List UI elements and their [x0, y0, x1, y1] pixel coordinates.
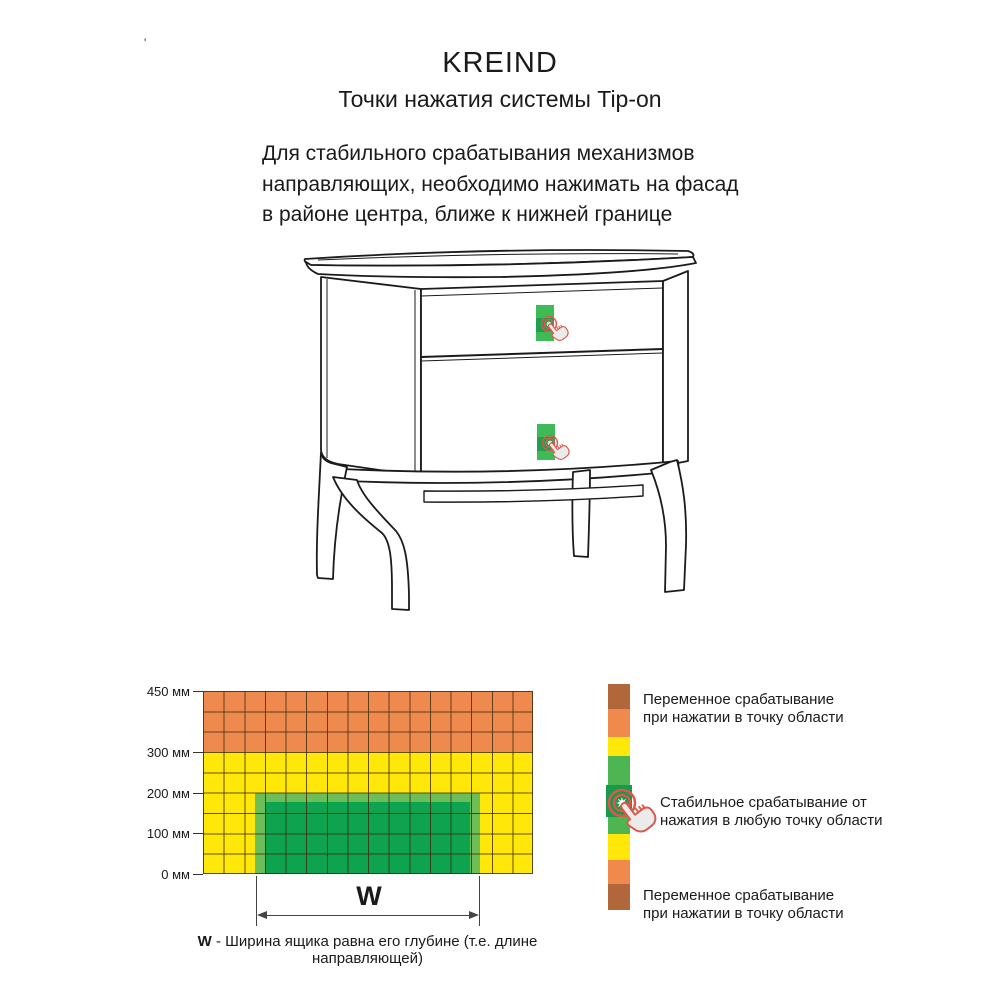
axis-label-100 [128, 825, 203, 841]
axis-label-text: 300 мм [146, 744, 190, 760]
axis-label-0 [128, 866, 203, 882]
legend-seg-orange [608, 860, 630, 884]
stray-mark: ' [144, 36, 147, 50]
grid-lines [203, 691, 533, 874]
back-right-leg [572, 470, 590, 557]
width-dimension-label: W [356, 881, 382, 911]
nightstand-body [305, 250, 696, 610]
footnote-text: - Ширина ящика равна его глубине (т.е. длине направляющей) [211, 933, 538, 967]
legend-seg-yellow [608, 834, 630, 860]
legend-item-variable-top [643, 691, 844, 726]
arrowhead-left-icon [257, 911, 267, 919]
description-paragraph [262, 139, 739, 231]
front-right-leg [651, 460, 686, 592]
legend-item-variable-bottom [643, 887, 844, 922]
legend-line: Переменное срабатывание [643, 691, 835, 708]
legend-line: при нажатии в точку области [643, 708, 844, 726]
tap-icon [543, 436, 572, 463]
tick-mark [193, 691, 203, 692]
legend-line: нажатия в любую точку области [660, 811, 883, 829]
tick-mark [193, 752, 203, 753]
legend-seg-brown [608, 884, 630, 910]
legend-seg-orange [608, 709, 630, 737]
axis-label-300 [128, 744, 203, 760]
tap-icon [542, 317, 571, 344]
description-line: направляющих, необходимо нажимать на фасад [262, 172, 739, 196]
description-line: Для стабильного срабатывания механизмов [262, 142, 695, 165]
axis-label-text: 450 мм [146, 683, 190, 699]
axis-label-450 [128, 683, 203, 699]
axis-label-text: 0 мм [161, 866, 190, 882]
arrowhead-right-icon [469, 911, 479, 919]
pressure-zone-grid [203, 691, 533, 874]
footnote [145, 933, 590, 967]
axis-label-text: 100 мм [146, 825, 190, 841]
dimension-extension-line-right [479, 876, 480, 926]
press-indicator-top-drawer [536, 305, 570, 343]
tick-mark [193, 833, 203, 834]
legend-line: Стабильное срабатывание от [660, 794, 867, 811]
legend-line: при нажатии в точку области [643, 904, 844, 922]
tick-mark [193, 793, 203, 794]
legend-seg-yellow [608, 737, 630, 756]
description-line: в районе центра, ближе к нижней границе [262, 203, 673, 226]
tick-mark [193, 874, 203, 875]
axis-label-200 [128, 785, 203, 801]
back-left-leg [317, 452, 347, 579]
legend-item-stable [660, 794, 883, 829]
front-left-leg [333, 477, 409, 610]
legend-line: Переменное срабатывание [643, 887, 835, 904]
dimension-line [266, 915, 470, 916]
press-indicator-bottom-drawer [537, 424, 571, 462]
brand-title: KREIND [442, 47, 558, 79]
axis-label-text: 200 мм [146, 785, 190, 801]
drawer-divider [421, 349, 663, 357]
footnote-symbol: W [197, 933, 212, 950]
legend-tap-zone [606, 785, 632, 817]
legend-seg-brown [608, 684, 630, 709]
page-subtitle: Точки нажатия системы Tip-on [338, 86, 662, 112]
